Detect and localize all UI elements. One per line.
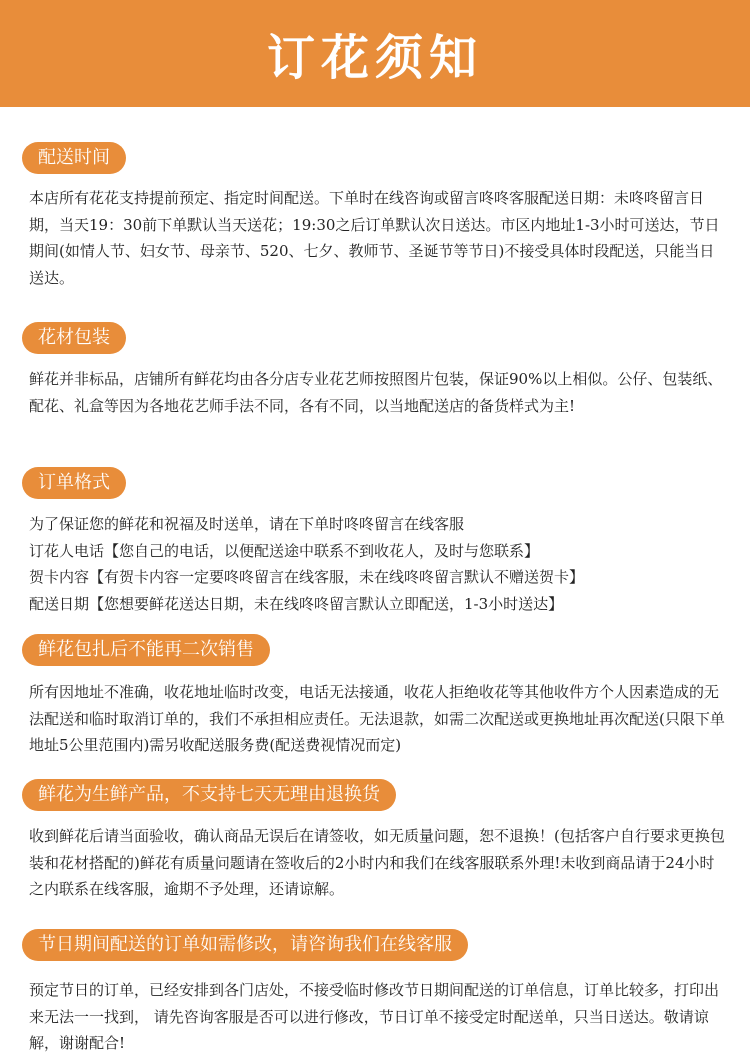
section-title-no-resale: 鲜花包扎后不能再二次销售 bbox=[22, 634, 270, 666]
section-text-delivery-time bbox=[29, 185, 729, 291]
section-title-delivery-time: 配送时间 bbox=[22, 142, 126, 174]
paragraph: 本店所有花花支持提前预定、指定时间配送。下单时在线咨询或留言咚咚客服配送日期：未咚咚留言日期，当天19：30前下单默认当天送花；19:30之后订单默认次日送达。市区内地址1-3小时可送达，节日期间(如情人节、妇女节、母亲节、520、七夕、教师节、圣诞节等节日)不接受具体时段配送，只能当日送达。 bbox=[29, 189, 720, 287]
page-header bbox=[0, 0, 750, 107]
section-text-packaging bbox=[29, 366, 729, 419]
section-title-packaging: 花材包装 bbox=[22, 322, 126, 354]
paragraph: 鲜花并非标品，店铺所有鲜花均由各分店专业花艺师按照图片包装，保证90%以上相似。公仔、包装纸、配花、礼盒等因为各地花艺师手法不同，各有不同，以当地配送店的备货样式为主! bbox=[29, 370, 723, 415]
paragraph: 收到鲜花后请当面验收，确认商品无误后在请签收，如无质量问题，恕不退换！(包括客户自行要求更换包装和花材搭配的)鲜花有质量问题请在签收后的2小时内和我们在线客服联系外理!未收到商品请于24小时之内联系在线客服，逾期不予处理，还请谅解。 bbox=[29, 827, 725, 898]
section-text-no-return bbox=[29, 823, 729, 903]
section-text-holiday-changes bbox=[29, 977, 729, 1057]
section-text-no-resale bbox=[29, 679, 729, 759]
section-text-order-format bbox=[29, 511, 729, 617]
page-title: 订花须知 bbox=[266, 30, 483, 86]
list-item: 为了保证您的鲜花和祝福及时送单，请在下单时咚咚留言在线客服 bbox=[29, 515, 465, 533]
paragraph: 预定节日的订单，已经安排到各门店处，不接受临时修改节日期间配送的订单信息，订单比较多，打印出来无法一一找到， 请先咨询客服是否可以进行修改，节日订单不接受定时配送单，只当日送达。敬请谅解，谢谢配合! bbox=[29, 981, 720, 1052]
section-title-order-format: 订单格式 bbox=[22, 467, 126, 499]
list-item: 订花人电话【您自己的电话，以便配送途中联系不到收花人，及时与您联系】 bbox=[29, 541, 540, 560]
section-title-holiday-changes: 节日期间配送的订单如需修改，请咨询我们在线客服 bbox=[22, 929, 468, 961]
section-title-no-return: 鲜花为生鲜产品，不支持七天无理由退换货 bbox=[22, 779, 396, 811]
paragraph: 所有因地址不准确，收花地址临时改变，电话无法接通，收花人拒绝收花等其他收件方个人因素造成的无法配送和临时取消订单的，我们不承担相应责任。无法退款，如需二次配送或更换地址再次配送(只限下单地址5公里范围内)需另收配送服务费(配送费视情况而定) bbox=[29, 683, 725, 754]
list-item: 贺卡内容【有贺卡内容一定要咚咚留言在线客服，未在线咚咚留言默认不赠送贺卡】 bbox=[29, 568, 585, 586]
list-item: 配送日期【您想要鲜花送达日期，未在线咚咚留言默认立即配送，1-3小时送达】 bbox=[29, 594, 564, 613]
